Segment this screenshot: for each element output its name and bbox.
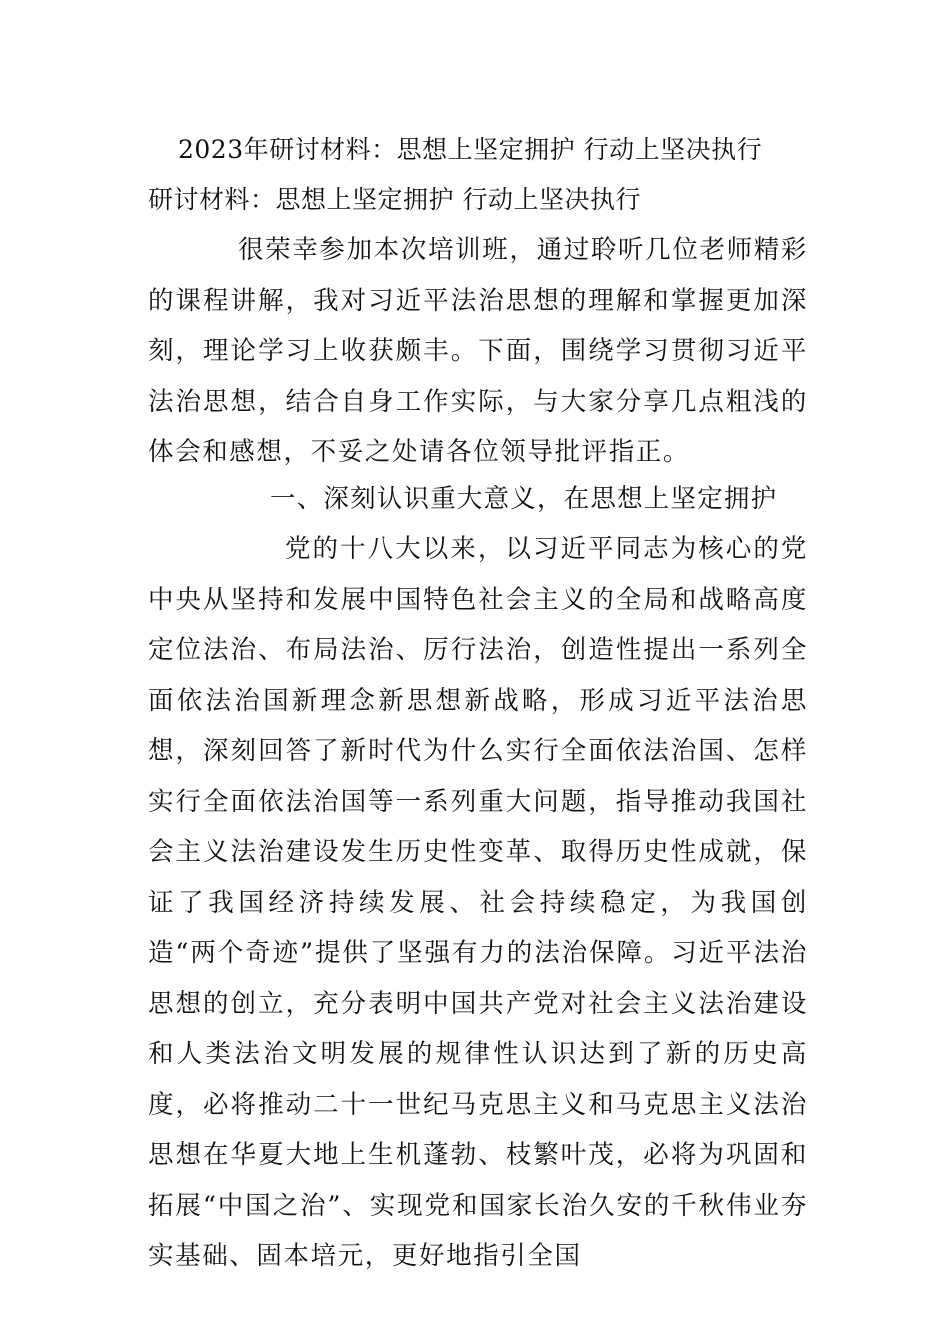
section-paragraph: 党的十八大以来，以习近平同志为核心的党中央从坚持和发展中国特色社会主义的全局和战略高度定位法治、布局法治、厉行法治，创造性提出一系列全面依法治国新理念新思想新战略，形成习近平法治思想，深刻回答了新时代为什么实行全面依法治国、怎样实行全面依法治国等一系列重大问题，指导推动我国社会主义法治建设发生历史性变革、取得历史性成就，保证了我国经济持续发展、社会持续稳定，为我国创造“两个奇迹”提供了坚强有力的法治保障。习近平法治思想的创立，充分表明中国共产党对社会主义法治建设和人类法治文明发展的规律性认识达到了新的历史高度，必将推动二十一世纪马克思主义和马克思主义法治思想在华夏大地上生机蓬勃、枝繁叶茂，必将为巩固和拓展“中国之治”、实现党和国家长治久安的千秋伟业夯实基础、固本培元，更好地指引全国: [148, 534, 808, 1271]
document-title: 2023年研讨材料：思想上坚定拥护 行动上坚决执行: [178, 135, 763, 164]
intro-paragraph: 很荣幸参加本次培训班，通过聆听几位老师精彩的课程讲解，我对习近平法治思想的理解和掌握更加深刻，理论学习上收获颇丰。下面，围绕学习贯彻习近平法治思想，结合自身工作实际，与大家分享几点粗浅的体会和感想，不妥之处请各位领导批评指正。: [148, 235, 808, 467]
document-subtitle: 研讨材料：思想上坚定拥护 行动上坚决执行: [148, 185, 641, 214]
section-heading: 一、深刻认识重大意义，在思想上坚定拥护: [270, 484, 778, 514]
